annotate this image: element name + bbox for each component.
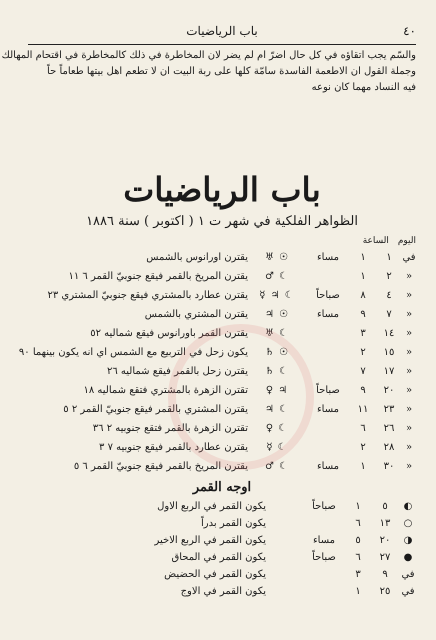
list-item: [28, 585, 416, 602]
watermark-ring: [168, 324, 314, 470]
event-day: ٢٣: [383, 404, 395, 415]
event-description: يقترن عطارد بالمشتري فيقع جنوبيّ المشتري ٢٣: [47, 290, 248, 301]
list-item: [28, 551, 416, 568]
day-prefix: «: [405, 404, 413, 415]
planet-symbols: ☾ ♄: [264, 366, 290, 377]
day-prefix: «: [405, 271, 413, 282]
document-page: [1, 24, 416, 620]
event-period: مساء: [316, 404, 340, 415]
intro-line: فيه النساد مهما كان نوعه: [311, 82, 416, 93]
intro-line: وجملة القول ان الاطعمة الفاسدة سامّة كلها على ربة البيت ان لا تطعم اهل بيتها طعاماً حاً: [47, 66, 416, 77]
phase-day: ٢٠: [379, 535, 391, 546]
day-prefix: «: [405, 461, 413, 472]
moon-phase-icon: ◐: [403, 501, 413, 512]
event-description: يقترن عطارد بالقمر فيقع جنوبيه ٧ ٣: [99, 442, 248, 453]
event-hour: ٩: [360, 309, 366, 320]
event-hour: ١: [360, 271, 366, 282]
planet-symbols: ☾ ♅: [264, 328, 290, 339]
day-prefix: «: [405, 442, 413, 453]
event-day: ١٧: [383, 366, 395, 377]
header-rule: [28, 44, 416, 45]
event-day: ٣٠: [383, 461, 395, 472]
event-period: مساء: [316, 309, 340, 320]
event-hour: ٢: [360, 442, 366, 453]
event-hour: ٢: [360, 347, 366, 358]
phase-period: صباحاً: [312, 552, 336, 563]
event-description: يقترن زحل بالقمر فيقع شماليه ٢٦: [107, 366, 248, 377]
event-hour: ٩: [360, 385, 366, 396]
event-day: ١٤: [383, 328, 395, 339]
event-hour: ١١: [357, 404, 369, 415]
section-subtitle: الظواهر الفلكية في شهر ت ١ ( اكتوبر ) سنة ١٨٨٦: [86, 214, 358, 229]
table-row: [28, 288, 416, 307]
column-headers: [357, 236, 416, 246]
table-row: [28, 269, 416, 288]
day-prefix: «: [405, 423, 413, 434]
table-row: [28, 307, 416, 326]
event-description: تقترن الزهرة بالمشتري فتقع شماليه ١٨: [83, 385, 248, 396]
planet-symbols: ☾ ♂: [264, 271, 290, 282]
event-hour: ٦: [360, 423, 366, 434]
event-description: يكون زحل في التربيع مع الشمس اي انه يكون بينهما ٩٠: [18, 347, 248, 358]
moon-phase-icon: في: [401, 569, 415, 580]
day-prefix: «: [405, 385, 413, 396]
phase-description: يكون القمر بدراً: [201, 518, 266, 529]
running-header: [28, 24, 416, 42]
phase-description: يكون القمر في الحضيض: [164, 569, 266, 580]
moon-phase-icon: في: [401, 586, 415, 597]
event-day: ٧: [386, 309, 392, 320]
list-item: [28, 517, 416, 534]
phase-hour: ٣: [355, 569, 361, 580]
moon-phase-icon: ◑: [403, 535, 413, 546]
event-hour: ٨: [360, 290, 366, 301]
planet-symbols: ☉ ♃: [264, 309, 290, 320]
planet-symbols: ☉ ♄: [264, 347, 290, 358]
phase-description: يكون القمر في الربع الاول: [157, 501, 266, 512]
day-prefix: «: [405, 347, 413, 358]
event-description: يقترن القمر باورانوس فيقع شماليه ٥٢: [90, 328, 248, 339]
phase-description: يكون القمر في الاوج: [180, 586, 266, 597]
event-hour: ٧: [360, 366, 366, 377]
planet-symbols: ☾ ♀: [265, 423, 289, 434]
list-item: [28, 568, 416, 585]
event-period: مساء: [316, 461, 340, 472]
phase-hour: ٥: [355, 535, 361, 546]
planet-symbols: ☾ ♃ ☿: [259, 290, 295, 301]
list-item: [28, 534, 416, 551]
intro-line: والسّم يجب اتقاؤه في كل حال اضرّ ام لم يضر لان المخاطرة في ذلك كالمخاطرة في اقتحام المهالك: [1, 50, 416, 61]
phase-day: ١٣: [379, 518, 391, 529]
event-description: يقترن المريخ بالقمر فيقع جنوبيّ القمر ٦ ١١: [68, 271, 248, 282]
phase-day: ٩: [382, 569, 388, 580]
event-description: تقترن الزهرة بالقمر فتقع جنوبيه ٢ ٣٦: [92, 423, 248, 434]
planet-symbols: ♃ ♀: [265, 385, 289, 396]
event-day: ١: [386, 252, 392, 263]
col-day-header: اليوم: [397, 236, 416, 246]
phase-description: يكون القمر في المحاق: [171, 552, 266, 563]
phase-day: ٢٥: [379, 586, 391, 597]
event-day: ٢٨: [383, 442, 395, 453]
planet-symbols: ☾ ☿: [266, 442, 288, 453]
event-period: صباحاً: [316, 290, 340, 301]
phase-hour: ١: [355, 586, 361, 597]
event-day: ٤: [386, 290, 392, 301]
phases-table: [28, 500, 416, 602]
intro-paragraph: [1, 48, 416, 96]
phase-period: مساء: [312, 535, 336, 546]
event-hour: ٣: [360, 328, 366, 339]
day-prefix: «: [405, 290, 413, 301]
phase-day: ٥: [382, 501, 388, 512]
day-prefix: «: [405, 328, 413, 339]
day-prefix: «: [405, 366, 413, 377]
event-hour: ١: [360, 461, 366, 472]
col-hour-header: الساعة: [362, 236, 389, 246]
event-description: يقترن اورانوس بالشمس: [146, 252, 248, 263]
list-item: [28, 500, 416, 517]
phases-title: اوجه القمر: [192, 480, 252, 495]
event-day: ٢٠: [383, 385, 395, 396]
moon-phase-icon: ○: [403, 518, 413, 529]
page-number: ٤٠: [403, 24, 416, 38]
event-description: يقترن المشتري بالشمس: [144, 309, 248, 320]
planet-symbols: ☾ ♂: [264, 461, 290, 472]
phase-day: ٢٧: [379, 552, 391, 563]
phase-period: صباحاً: [312, 501, 336, 512]
event-day: ١٥: [383, 347, 395, 358]
event-period: مساء: [316, 252, 340, 263]
event-day: ٢: [386, 271, 392, 282]
section-title: باب الرياضيات: [123, 170, 321, 209]
table-row: [28, 250, 416, 269]
planet-symbols: ☾ ♃: [264, 404, 290, 415]
phase-hour: ٦: [355, 518, 361, 529]
running-title: باب الرياضيات: [186, 24, 258, 38]
phase-description: يكون القمر في الربع الاخير: [154, 535, 266, 546]
day-prefix: «: [405, 309, 413, 320]
day-prefix: في: [402, 252, 416, 263]
phase-hour: ١: [355, 501, 361, 512]
event-hour: ١: [360, 252, 366, 263]
phase-hour: ٦: [355, 552, 361, 563]
event-description: يقترن المريخ بالقمر فيقع جنوبيّ القمر ٦ ٥: [73, 461, 248, 472]
event-period: صباحاً: [316, 385, 340, 396]
planet-symbols: ☉ ♅: [264, 252, 290, 263]
moon-phase-icon: ●: [403, 552, 413, 563]
event-description: يقترن المشتري بالقمر فيقع جنوبيّ القمر ٢ ٥: [63, 404, 248, 415]
event-day: ٢٦: [383, 423, 395, 434]
